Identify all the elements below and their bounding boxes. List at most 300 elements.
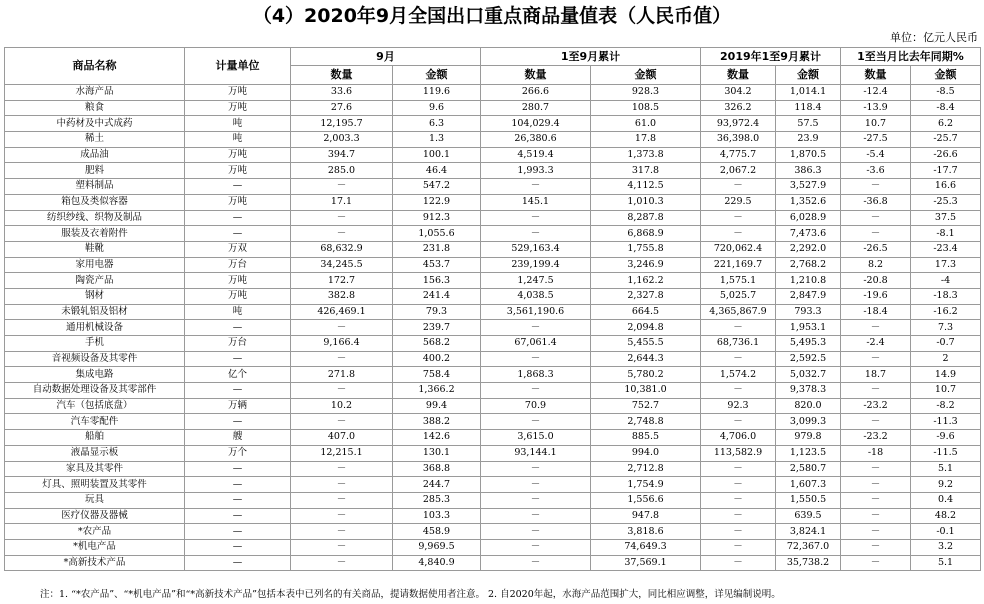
cell-2019-qty: 1,575.1 xyxy=(701,273,776,289)
cell-unit: 万个 xyxy=(185,445,291,461)
cell-cum-amt: 994.0 xyxy=(591,445,701,461)
cell-product: 肥料 xyxy=(5,163,185,179)
cell-yoy-qty: -20.8 xyxy=(841,273,911,289)
cell-product: *高新技术产品 xyxy=(5,555,185,571)
cell-2019-amt: 386.3 xyxy=(776,163,841,179)
cell-2019-qty: － xyxy=(701,414,776,430)
cell-cum-qty: － xyxy=(481,508,591,524)
cell-yoy-amt: -25.3 xyxy=(911,194,981,210)
cell-cum-amt: 928.3 xyxy=(591,85,701,101)
cell-cum-amt: 317.8 xyxy=(591,163,701,179)
cell-unit: 万吨 xyxy=(185,163,291,179)
cell-sep-qty: 382.8 xyxy=(291,288,393,304)
cell-yoy-amt: -11.5 xyxy=(911,445,981,461)
cell-yoy-qty: － xyxy=(841,461,911,477)
cell-cum-amt: 1,755.8 xyxy=(591,241,701,257)
cell-cum-amt: 2,094.8 xyxy=(591,320,701,336)
cell-cum-amt: 17.8 xyxy=(591,132,701,148)
cell-yoy-amt: -8.5 xyxy=(911,85,981,101)
cell-2019-amt: 57.5 xyxy=(776,116,841,132)
cell-cum-amt: 74,649.3 xyxy=(591,539,701,555)
cell-unit: — xyxy=(185,539,291,555)
cell-sep-amt: 231.8 xyxy=(393,241,481,257)
cell-2019-amt: 2,580.7 xyxy=(776,461,841,477)
cell-product: 未锻轧铝及铝材 xyxy=(5,304,185,320)
cell-product: 鞋靴 xyxy=(5,241,185,257)
cell-2019-qty: 304.2 xyxy=(701,85,776,101)
cell-yoy-amt: -9.6 xyxy=(911,430,981,446)
cell-2019-amt: 639.5 xyxy=(776,508,841,524)
cell-sep-qty: 12,195.7 xyxy=(291,116,393,132)
cell-product: 成品油 xyxy=(5,147,185,163)
cell-sep-amt: 758.4 xyxy=(393,367,481,383)
cell-product: 通用机械设备 xyxy=(5,320,185,336)
cell-unit: — xyxy=(185,414,291,430)
cell-cum-qty: － xyxy=(481,477,591,493)
table-row xyxy=(5,430,981,446)
cell-unit: 万吨 xyxy=(185,100,291,116)
cell-cum-qty: 4,038.5 xyxy=(481,288,591,304)
cell-2019-qty: 113,582.9 xyxy=(701,445,776,461)
cell-cum-amt: 885.5 xyxy=(591,430,701,446)
cell-sep-amt: 100.1 xyxy=(393,147,481,163)
cell-yoy-qty: 10.7 xyxy=(841,116,911,132)
cell-unit: 万吨 xyxy=(185,194,291,210)
cell-unit: 万双 xyxy=(185,241,291,257)
cell-2019-qty: 4,365,867.9 xyxy=(701,304,776,320)
cell-2019-amt: 2,768.2 xyxy=(776,257,841,273)
cell-sep-amt: 388.2 xyxy=(393,414,481,430)
cell-2019-amt: 3,824.1 xyxy=(776,524,841,540)
cell-cum-amt: 3,246.9 xyxy=(591,257,701,273)
table-row xyxy=(5,147,981,163)
cell-sep-qty: － xyxy=(291,320,393,336)
cell-cum-qty: 3,615.0 xyxy=(481,430,591,446)
cell-2019-qty: － xyxy=(701,383,776,399)
cell-yoy-qty: -27.5 xyxy=(841,132,911,148)
cell-2019-amt: 6,028.9 xyxy=(776,210,841,226)
cell-sep-qty: － xyxy=(291,477,393,493)
cell-sep-qty: 10.2 xyxy=(291,398,393,414)
cell-yoy-qty: -2.4 xyxy=(841,336,911,352)
cell-unit: 吨 xyxy=(185,132,291,148)
cell-sep-amt: 400.2 xyxy=(393,351,481,367)
cell-cum-qty: － xyxy=(481,179,591,195)
cell-sep-amt: 99.4 xyxy=(393,398,481,414)
cell-2019-qty: － xyxy=(701,320,776,336)
cell-yoy-amt: 37.5 xyxy=(911,210,981,226)
cell-unit: — xyxy=(185,477,291,493)
cell-yoy-amt: -25.7 xyxy=(911,132,981,148)
header-jan-sep: 1至9月累计 xyxy=(481,48,701,66)
cell-sep-amt: 122.9 xyxy=(393,194,481,210)
cell-2019-amt: 1,014.1 xyxy=(776,85,841,101)
cell-sep-qty: 426,469.1 xyxy=(291,304,393,320)
cell-2019-amt: 5,032.7 xyxy=(776,367,841,383)
page-title: （4）2020年9月全国出口重点商品量值表（人民币值） xyxy=(252,5,732,27)
cell-yoy-qty: -12.4 xyxy=(841,85,911,101)
cell-product: 液晶显示板 xyxy=(5,445,185,461)
cell-cum-qty: － xyxy=(481,461,591,477)
cell-sep-amt: 103.3 xyxy=(393,508,481,524)
cell-sep-qty: 12,215.1 xyxy=(291,445,393,461)
cell-2019-qty: － xyxy=(701,210,776,226)
cell-2019-amt: 1,607.3 xyxy=(776,477,841,493)
table-row xyxy=(5,351,981,367)
cell-yoy-amt: 10.7 xyxy=(911,383,981,399)
cell-2019-qty: 5,025.7 xyxy=(701,288,776,304)
cell-2019-amt: 1,870.5 xyxy=(776,147,841,163)
cell-cum-qty: 280.7 xyxy=(481,100,591,116)
cell-product: 陶瓷产品 xyxy=(5,273,185,289)
header-qty: 数量 xyxy=(291,66,393,85)
cell-unit: — xyxy=(185,351,291,367)
cell-2019-qty: 229.5 xyxy=(701,194,776,210)
header-amt: 金额 xyxy=(776,66,841,85)
cell-cum-amt: 752.7 xyxy=(591,398,701,414)
cell-sep-qty: 27.6 xyxy=(291,100,393,116)
cell-cum-qty: 70.9 xyxy=(481,398,591,414)
cell-yoy-amt: 2 xyxy=(911,351,981,367)
table-row xyxy=(5,524,981,540)
table-row xyxy=(5,210,981,226)
table-row xyxy=(5,132,981,148)
cell-sep-qty: － xyxy=(291,492,393,508)
cell-yoy-qty: -18.4 xyxy=(841,304,911,320)
cell-sep-qty: 407.0 xyxy=(291,430,393,446)
cell-yoy-qty: － xyxy=(841,210,911,226)
cell-yoy-amt: -16.2 xyxy=(911,304,981,320)
cell-sep-amt: 547.2 xyxy=(393,179,481,195)
table-row xyxy=(5,336,981,352)
cell-product: 中药材及中式成药 xyxy=(5,116,185,132)
cell-cum-amt: 2,748.8 xyxy=(591,414,701,430)
cell-2019-amt: 3,099.3 xyxy=(776,414,841,430)
cell-yoy-amt: -0.7 xyxy=(911,336,981,352)
cell-2019-amt: 820.0 xyxy=(776,398,841,414)
cell-sep-qty: 17.1 xyxy=(291,194,393,210)
table-row xyxy=(5,492,981,508)
header-unit: 计量单位 xyxy=(185,48,291,85)
cell-cum-amt: 2,644.3 xyxy=(591,351,701,367)
cell-cum-amt: 5,780.2 xyxy=(591,367,701,383)
cell-unit: — xyxy=(185,524,291,540)
table-row xyxy=(5,288,981,304)
cell-2019-qty: － xyxy=(701,351,776,367)
table-row xyxy=(5,320,981,336)
cell-cum-amt: 664.5 xyxy=(591,304,701,320)
cell-2019-amt: 2,847.9 xyxy=(776,288,841,304)
export-table xyxy=(4,47,981,571)
header-amt: 金额 xyxy=(591,66,701,85)
cell-yoy-amt: -8.1 xyxy=(911,226,981,242)
cell-yoy-amt: -26.6 xyxy=(911,147,981,163)
cell-sep-qty: － xyxy=(291,539,393,555)
cell-sep-amt: 1.3 xyxy=(393,132,481,148)
cell-sep-amt: 79.3 xyxy=(393,304,481,320)
cell-yoy-qty: － xyxy=(841,539,911,555)
cell-2019-qty: 4,775.7 xyxy=(701,147,776,163)
header-yoy: 1至当月比去年同期% xyxy=(841,48,981,66)
cell-2019-amt: 23.9 xyxy=(776,132,841,148)
cell-unit: 万吨 xyxy=(185,288,291,304)
cell-cum-qty: － xyxy=(481,555,591,571)
cell-cum-qty: － xyxy=(481,226,591,242)
cell-cum-amt: 1,373.8 xyxy=(591,147,701,163)
table-body xyxy=(5,85,981,571)
cell-sep-amt: 1,366.2 xyxy=(393,383,481,399)
cell-2019-qty: 36,398.0 xyxy=(701,132,776,148)
header-amt: 金额 xyxy=(393,66,481,85)
header-qty: 数量 xyxy=(841,66,911,85)
cell-2019-qty: － xyxy=(701,477,776,493)
cell-product: 手机 xyxy=(5,336,185,352)
header-amt: 金额 xyxy=(911,66,981,85)
cell-product: 灯具、照明装置及其零件 xyxy=(5,477,185,493)
cell-2019-amt: 1,352.6 xyxy=(776,194,841,210)
cell-cum-qty: 3,561,190.6 xyxy=(481,304,591,320)
cell-yoy-amt: 5.1 xyxy=(911,555,981,571)
cell-unit: 艘 xyxy=(185,430,291,446)
header-2019: 2019年1至9月累计 xyxy=(701,48,841,66)
cell-cum-qty: － xyxy=(481,351,591,367)
header-qty: 数量 xyxy=(701,66,776,85)
cell-sep-qty: － xyxy=(291,414,393,430)
cell-yoy-qty: － xyxy=(841,179,911,195)
cell-2019-amt: 72,367.0 xyxy=(776,539,841,555)
cell-yoy-qty: -23.2 xyxy=(841,430,911,446)
cell-sep-qty: 68,632.9 xyxy=(291,241,393,257)
cell-sep-qty: － xyxy=(291,555,393,571)
cell-sep-qty: 9,166.4 xyxy=(291,336,393,352)
cell-unit: 万吨 xyxy=(185,147,291,163)
cell-sep-qty: － xyxy=(291,351,393,367)
cell-cum-qty: － xyxy=(481,210,591,226)
cell-cum-qty: 266.6 xyxy=(481,85,591,101)
cell-sep-qty: － xyxy=(291,508,393,524)
cell-yoy-qty: -3.6 xyxy=(841,163,911,179)
cell-sep-amt: 9.6 xyxy=(393,100,481,116)
cell-yoy-qty: － xyxy=(841,555,911,571)
cell-sep-amt: 285.3 xyxy=(393,492,481,508)
cell-yoy-amt: 6.2 xyxy=(911,116,981,132)
cell-unit: 万吨 xyxy=(185,273,291,289)
table-row xyxy=(5,241,981,257)
header-name: 商品名称 xyxy=(5,48,185,85)
header-qty: 数量 xyxy=(481,66,591,85)
cell-2019-amt: 7,473.6 xyxy=(776,226,841,242)
cell-cum-amt: 37,569.1 xyxy=(591,555,701,571)
cell-product: 汽车（包括底盘） xyxy=(5,398,185,414)
cell-2019-qty: － xyxy=(701,539,776,555)
table-row xyxy=(5,304,981,320)
cell-2019-amt: 1,953.1 xyxy=(776,320,841,336)
cell-cum-qty: 4,519.4 xyxy=(481,147,591,163)
cell-sep-qty: － xyxy=(291,210,393,226)
cell-sep-amt: 453.7 xyxy=(393,257,481,273)
cell-yoy-amt: -8.2 xyxy=(911,398,981,414)
cell-sep-qty: － xyxy=(291,461,393,477)
cell-yoy-amt: 3.2 xyxy=(911,539,981,555)
cell-yoy-qty: -36.8 xyxy=(841,194,911,210)
cell-sep-amt: 130.1 xyxy=(393,445,481,461)
cell-2019-qty: 92.3 xyxy=(701,398,776,414)
cell-yoy-amt: 14.9 xyxy=(911,367,981,383)
footnote: 注：1. “*农产品”、“*机电产品”和“*高新技术产品”包括本表中已列名的有关商品，提请数据使用者注意。 2. 自2020年起，水海产品范围扩大，同比相应调整，详见编制说明。 xyxy=(40,589,781,600)
cell-yoy-amt: -17.7 xyxy=(911,163,981,179)
table-row xyxy=(5,100,981,116)
cell-cum-qty: 1,868.3 xyxy=(481,367,591,383)
cell-2019-qty: － xyxy=(701,461,776,477)
cell-unit: — xyxy=(185,210,291,226)
cell-cum-qty: 67,061.4 xyxy=(481,336,591,352)
cell-2019-amt: 1,550.5 xyxy=(776,492,841,508)
table-row xyxy=(5,85,981,101)
cell-2019-amt: 979.8 xyxy=(776,430,841,446)
table-row xyxy=(5,461,981,477)
cell-2019-qty: － xyxy=(701,492,776,508)
cell-sep-amt: 119.6 xyxy=(393,85,481,101)
cell-cum-amt: 61.0 xyxy=(591,116,701,132)
cell-cum-amt: 3,818.6 xyxy=(591,524,701,540)
cell-yoy-qty: -18 xyxy=(841,445,911,461)
cell-2019-amt: 1,123.5 xyxy=(776,445,841,461)
table-row xyxy=(5,445,981,461)
table-row xyxy=(5,414,981,430)
cell-product: 稀土 xyxy=(5,132,185,148)
cell-yoy-amt: -0.1 xyxy=(911,524,981,540)
cell-yoy-amt: -4 xyxy=(911,273,981,289)
cell-unit: 万辆 xyxy=(185,398,291,414)
table-row xyxy=(5,555,981,571)
cell-cum-amt: 2,327.8 xyxy=(591,288,701,304)
cell-cum-amt: 5,455.5 xyxy=(591,336,701,352)
cell-cum-qty: － xyxy=(481,524,591,540)
table-row xyxy=(5,367,981,383)
cell-sep-amt: 458.9 xyxy=(393,524,481,540)
cell-product: 塑料制品 xyxy=(5,179,185,195)
cell-product: 自动数据处理设备及其零部件 xyxy=(5,383,185,399)
cell-2019-amt: 2,292.0 xyxy=(776,241,841,257)
unit-note: 单位：亿元人民币 xyxy=(890,31,978,44)
cell-2019-amt: 35,738.2 xyxy=(776,555,841,571)
cell-sep-amt: 568.2 xyxy=(393,336,481,352)
cell-cum-qty: － xyxy=(481,492,591,508)
cell-cum-amt: 6,868.9 xyxy=(591,226,701,242)
cell-sep-qty: － xyxy=(291,383,393,399)
cell-cum-amt: 1,754.9 xyxy=(591,477,701,493)
cell-cum-qty: － xyxy=(481,414,591,430)
cell-sep-qty: 394.7 xyxy=(291,147,393,163)
cell-2019-qty: － xyxy=(701,179,776,195)
cell-cum-amt: 1,162.2 xyxy=(591,273,701,289)
cell-cum-amt: 4,112.5 xyxy=(591,179,701,195)
cell-yoy-qty: -23.2 xyxy=(841,398,911,414)
cell-cum-amt: 2,712.8 xyxy=(591,461,701,477)
cell-2019-qty: 68,736.1 xyxy=(701,336,776,352)
cell-2019-qty: － xyxy=(701,226,776,242)
cell-unit: — xyxy=(185,383,291,399)
cell-cum-qty: － xyxy=(481,539,591,555)
cell-yoy-qty: － xyxy=(841,477,911,493)
cell-sep-qty: 2,003.3 xyxy=(291,132,393,148)
cell-sep-amt: 244.7 xyxy=(393,477,481,493)
cell-yoy-amt: 5.1 xyxy=(911,461,981,477)
cell-2019-qty: 2,067.2 xyxy=(701,163,776,179)
cell-product: 家用电器 xyxy=(5,257,185,273)
cell-2019-amt: 118.4 xyxy=(776,100,841,116)
cell-cum-qty: 104,029.4 xyxy=(481,116,591,132)
cell-sep-amt: 156.3 xyxy=(393,273,481,289)
cell-product: *农产品 xyxy=(5,524,185,540)
cell-yoy-qty: － xyxy=(841,383,911,399)
table-row xyxy=(5,383,981,399)
cell-yoy-qty: － xyxy=(841,226,911,242)
cell-sep-qty: － xyxy=(291,179,393,195)
cell-2019-qty: 93,972.4 xyxy=(701,116,776,132)
cell-yoy-amt: 7.3 xyxy=(911,320,981,336)
cell-unit: — xyxy=(185,179,291,195)
cell-sep-amt: 1,055.6 xyxy=(393,226,481,242)
header-september: 9月 xyxy=(291,48,481,66)
cell-unit: 吨 xyxy=(185,116,291,132)
cell-yoy-qty: -26.5 xyxy=(841,241,911,257)
cell-yoy-amt: -11.3 xyxy=(911,414,981,430)
cell-cum-amt: 1,556.6 xyxy=(591,492,701,508)
cell-sep-qty: － xyxy=(291,524,393,540)
cell-sep-amt: 241.4 xyxy=(393,288,481,304)
cell-sep-amt: 46.4 xyxy=(393,163,481,179)
cell-2019-amt: 793.3 xyxy=(776,304,841,320)
cell-2019-qty: 4,706.0 xyxy=(701,430,776,446)
table-row xyxy=(5,477,981,493)
cell-2019-amt: 5,495.3 xyxy=(776,336,841,352)
cell-yoy-amt: 16.6 xyxy=(911,179,981,195)
cell-product: 医疗仪器及器械 xyxy=(5,508,185,524)
cell-sep-amt: 9,969.5 xyxy=(393,539,481,555)
cell-sep-amt: 4,840.9 xyxy=(393,555,481,571)
cell-2019-qty: 720,062.4 xyxy=(701,241,776,257)
table-row xyxy=(5,226,981,242)
table-row xyxy=(5,508,981,524)
cell-cum-qty: 1,993.3 xyxy=(481,163,591,179)
cell-product: 钢材 xyxy=(5,288,185,304)
cell-product: 箱包及类似容器 xyxy=(5,194,185,210)
cell-yoy-qty: － xyxy=(841,492,911,508)
table-row xyxy=(5,116,981,132)
cell-2019-qty: 1,574.2 xyxy=(701,367,776,383)
cell-unit: — xyxy=(185,320,291,336)
cell-sep-amt: 912.3 xyxy=(393,210,481,226)
cell-yoy-qty: － xyxy=(841,351,911,367)
cell-yoy-amt: 9.2 xyxy=(911,477,981,493)
cell-product: 家具及其零件 xyxy=(5,461,185,477)
cell-cum-amt: 108.5 xyxy=(591,100,701,116)
table-row xyxy=(5,194,981,210)
cell-product: 水海产品 xyxy=(5,85,185,101)
cell-cum-qty: 145.1 xyxy=(481,194,591,210)
cell-sep-qty: － xyxy=(291,226,393,242)
cell-yoy-amt: 0.4 xyxy=(911,492,981,508)
cell-sep-qty: 172.7 xyxy=(291,273,393,289)
cell-2019-qty: 326.2 xyxy=(701,100,776,116)
cell-cum-qty: 1,247.5 xyxy=(481,273,591,289)
cell-2019-amt: 9,378.3 xyxy=(776,383,841,399)
cell-cum-qty: 529,163.4 xyxy=(481,241,591,257)
cell-unit: 万台 xyxy=(185,257,291,273)
cell-unit: 吨 xyxy=(185,304,291,320)
cell-sep-qty: 33.6 xyxy=(291,85,393,101)
